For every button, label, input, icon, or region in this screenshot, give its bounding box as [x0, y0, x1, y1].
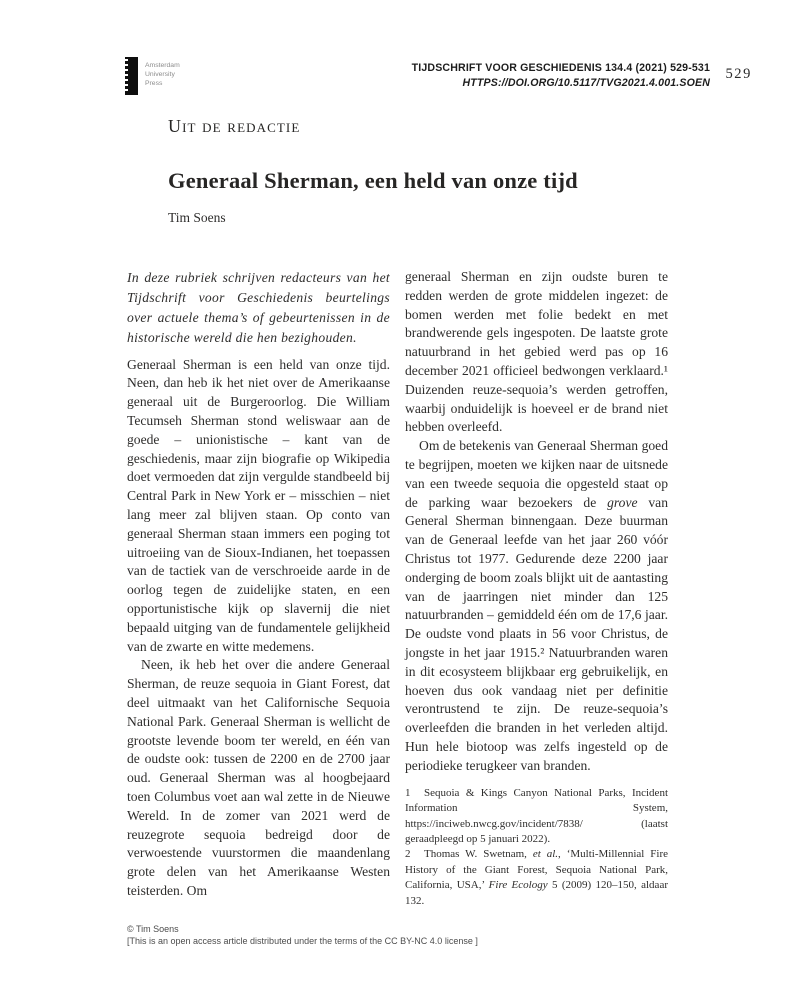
footnote-marker: 1 [405, 786, 411, 799]
footnotes [405, 786, 668, 909]
copyright-line: © Tim Soens [127, 924, 179, 934]
header-meta [412, 61, 710, 90]
journal-reference: TIJDSCHRIFT VOOR GESCHIEDENIS 134.4 (2021) 529-531 [411, 62, 710, 74]
doi-link[interactable]: HTTPS://DOI.ORG/10.5117/TVG2021.4.001.SOEN [462, 76, 710, 89]
left-column [127, 268, 390, 909]
section-label: Uit de redactie [168, 116, 301, 136]
publisher-name-line: University [145, 71, 175, 78]
body-paragraph: Neen, ik heb het over die andere Generaal Sherman, de reuze sequoia in Giant Forest, dat deel uitmaakt van het Californische Sequoia National Park. Generaal Sherman is wellicht de grootste levende boom ter wereld, en één van de oudste ook: tussen de 2200 en de 2700 jaar oud. Generaal Sherman was al hoogbejaard toen Columbus voet aan wal zette in de Nieuwe Wereld. In de zomer van 2021 werd de reuzegrote sequoia bedreigd door de verwoestende vuurstormen die maandenlang grote delen van het Amerikaanse Westen teisterden. Om [127, 657, 390, 898]
page-footer [127, 924, 478, 947]
right-column [405, 268, 668, 909]
page-number: 529 [725, 66, 752, 82]
footnote [405, 786, 668, 848]
editorial-intro: In deze rubriek schrijven redacteurs van het Tijdschrift voor Geschiedenis beurtelings over actuele thema’s of gebeurtenissen in de historische wereld die hen bezighouden. [127, 270, 390, 345]
aup-book-spine-icon [125, 57, 138, 95]
publisher-logo [125, 57, 180, 95]
body-paragraph: Om de betekenis van Generaal Sherman goed te begrijpen, moeten we kijken naar de uitsnede van een tweede sequoia die opgesteld staat op de parking waar bezoekers de grove van General Sherman binnengaan. Deze buurman van de Generaal leefde van het jaar 260 vóór Christus tot 1977. Gedurende deze 2200 jaar onderging de boom zoals blijkt uit de aantasting van de jaarringen niet minder dan 125 natuurbranden – gemiddeld één om de 17,6 jaar. De oudste vond plaats in 56 voor Christus, de jongste in het jaar 1915.² Natuurbranden waren in dit ecosysteem blijkbaar erg gebruikelijk, en hoeven dus ook vandaag niet per definitie verontrustend te zijn. De reuze-sequoia’s overleefden die branden in het verleden altijd. Hun hele biotoop was zelfs ingesteld op de periodieke terugkeer van branden. [405, 438, 669, 773]
publisher-name [145, 57, 180, 95]
body-paragraph: generaal Sherman en zijn oudste buren te redden werden de grote middelen ingezet: de bomen werden met folie bedekt en met brandwerende gels ingespoten. De laatste grote natuurbrand in het gebied werd pas op 16 december 2021 officieel bedwongen verklaard.¹ Duizenden reuze-sequoia’s werden getroffen, waarbij onduidelijk is hoeveel er de brand niet hebben overleefd. [405, 269, 668, 435]
article-title: Generaal Sherman, een held van onze tijd [168, 168, 578, 193]
article-heading [168, 116, 578, 226]
body-paragraph: Generaal Sherman is een held van onze tijd. Neen, dan heb ik het niet over de Amerikaanse generaal uit de Burgeroorlog. Die William Tecumseh Sherman stond weliswaar aan de goede – unionistische – kant van de geschiedenis, maar zijn biografie op Wikipedia doet vermoeden dat zijn vergulde standbeeld bij Central Park in New York er – misschien – niet lang meer zal blijven staan. Op conto van generaal Sherman staan immers een poging tot uitroeiing van de Sioux-Indianen, het toepassen van de tactiek van de verschroeide aarde in de oorlog tegen de zuidelijke staten, en een opportunistische kijk op slavernij die niet bepaald uitging van de fundamentele gelijkheid van de zwarte en witte medemens. [127, 356, 390, 654]
publisher-name-line: Press [145, 80, 163, 87]
footnote [405, 847, 668, 909]
footnote-marker: 2 [405, 848, 411, 861]
article-body [127, 268, 668, 909]
license-line: [This is an open access article distributed under the terms of the CC BY-NC 4.0 license ] [127, 935, 478, 946]
publisher-name-line: Amsterdam [145, 62, 180, 69]
footnote-text: Thomas W. Swetnam, et al., ‘Multi-Millennial Fire History of the Giant Forest, Sequoia National Park, California, USA,’ Fire Ecology 5 (2009) 120–150, aldaar 132. [405, 848, 668, 907]
footnote-text: Sequoia & Kings Canyon National Parks, Incident Information System, https://inciweb.nwcg.gov/incident/7838/ (laatst geraadpleegd op 5 januari 2022). [405, 786, 668, 845]
author-name: Tim Soens [168, 210, 226, 225]
